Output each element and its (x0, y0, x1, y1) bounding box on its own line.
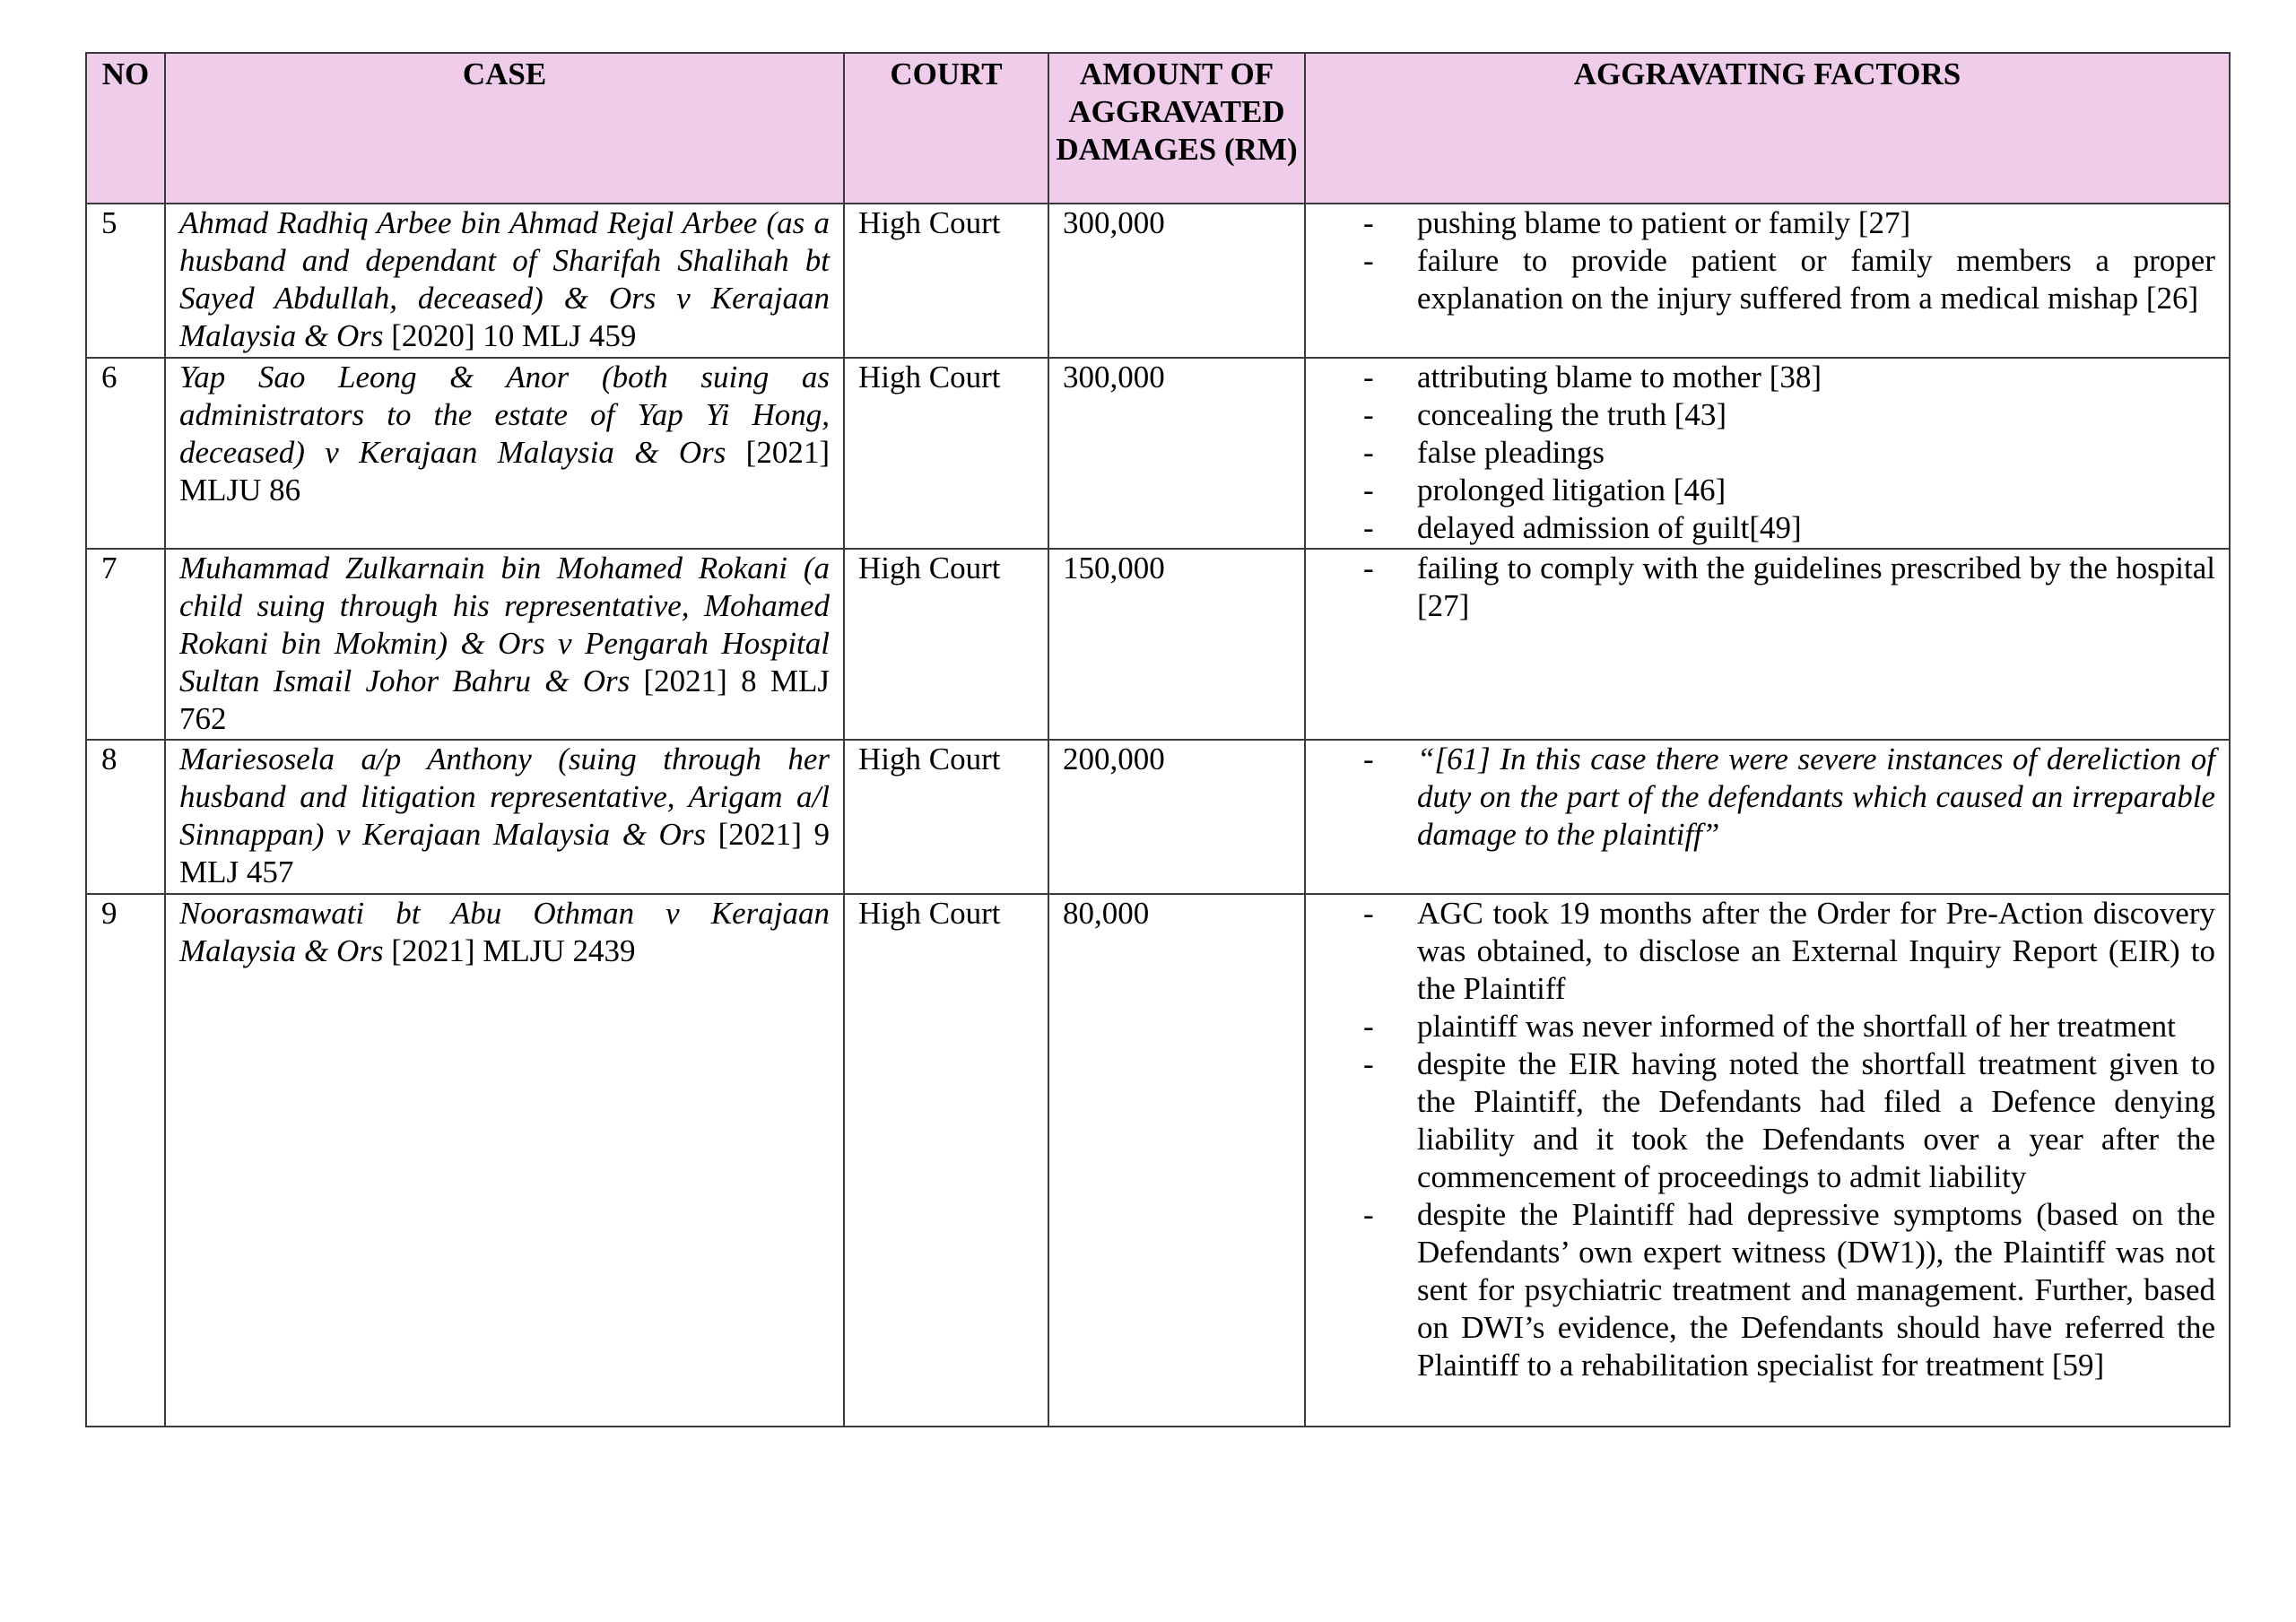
case-citation: [2021] 9 MLJ 457 (179, 817, 830, 889)
case-number: 6 (86, 358, 165, 549)
amount-cell: 200,000 (1048, 740, 1305, 894)
table-header (86, 53, 2230, 204)
factors-cell (1305, 894, 2230, 1427)
factor-item: - failing to comply with the guidelines prescribed by the hospital [27] (1417, 550, 2215, 625)
court-cell: High Court (844, 549, 1048, 740)
factors-cell (1305, 549, 2230, 740)
factors-list (1319, 550, 2215, 625)
header-row (86, 53, 2230, 204)
case-number: 5 (86, 204, 165, 358)
factors-cell (1305, 358, 2230, 549)
factors-list (1319, 204, 2215, 317)
case-cell (165, 204, 844, 358)
case-citation: [2021] MLJU 2439 (383, 933, 636, 968)
factor-quote: - “[61] In this case there were severe instances of dereliction of duty on the part of the defendants which caused an irreparable damage to the plaintiff” (1417, 741, 2215, 854)
factor-item: - attributing blame to mother [38] (1417, 359, 2215, 396)
case-cell (165, 358, 844, 549)
table-row (86, 740, 2230, 894)
header-case: CASE (165, 53, 844, 204)
court-cell: High Court (844, 204, 1048, 358)
case-number: 9 (86, 894, 165, 1427)
factors-list (1319, 895, 2215, 1384)
header-factors: AGGRAVATING FACTORS (1305, 53, 2230, 204)
header-amount: AMOUNT OF AGGRAVATED DAMAGES (RM) (1048, 53, 1305, 204)
table-row (86, 204, 2230, 358)
table-body (86, 204, 2230, 1427)
case-title: Noorasmawati bt Abu Othman v Kerajaan Malaysia & Ors (179, 896, 830, 968)
case-title: Muhammad Zulkarnain bin Mohamed Rokani (a child suing through his representative, Mohamed Rokani bin Mokmin) & Ors v Pengarah Hospital Sultan Ismail Johor Bahru & Ors (179, 551, 830, 698)
table-row (86, 894, 2230, 1427)
factors-list (1319, 359, 2215, 547)
factor-item: - despite the EIR having noted the shortfall treatment given to the Plaintiff, the Defendants had filed a Defence denying liability and it took the Defendants over a year after the commencement of proceedings to admit liability (1417, 1045, 2215, 1196)
case-title: Ahmad Radhiq Arbee bin Ahmad Rejal Arbee (as a husband and dependant of Sharifah Shalihah bt Sayed Abdullah, deceased) & Ors v Kerajaan Malaysia & Ors (179, 205, 830, 353)
case-cell (165, 549, 844, 740)
header-no: NO (86, 53, 165, 204)
case-cell (165, 740, 844, 894)
court-cell: High Court (844, 358, 1048, 549)
case-citation: [2021] MLJU 86 (179, 435, 830, 507)
factor-item: - prolonged litigation [46] (1417, 472, 2215, 509)
factors-list (1319, 741, 2215, 854)
case-citation: [2021] 8 MLJ 762 (179, 664, 830, 736)
case-citation: [2020] 10 MLJ 459 (383, 318, 637, 353)
factor-item: - concealing the truth [43] (1417, 396, 2215, 434)
table-row (86, 358, 2230, 549)
court-cell: High Court (844, 894, 1048, 1427)
factor-item: - plaintiff was never informed of the shortfall of her treatment (1417, 1008, 2215, 1045)
factor-item: - AGC took 19 months after the Order for Pre-Action discovery was obtained, to disclose an External Inquiry Report (EIR) to the Plaintiff (1417, 895, 2215, 1008)
factor-item: - false pleadings (1417, 434, 2215, 472)
factor-item: - failure to provide patient or family members a proper explanation on the injury suffered from a medical mishap [26] (1417, 242, 2215, 317)
aggravated-damages-table (85, 52, 2231, 1427)
table-row (86, 549, 2230, 740)
case-number: 8 (86, 740, 165, 894)
amount-cell: 300,000 (1048, 204, 1305, 358)
factors-cell (1305, 740, 2230, 894)
header-court: COURT (844, 53, 1048, 204)
case-title: Yap Sao Leong & Anor (both suing as administrators to the estate of Yap Yi Hong, deceased) v Kerajaan Malaysia & Ors (179, 360, 830, 470)
case-cell (165, 894, 844, 1427)
court-cell: High Court (844, 740, 1048, 894)
amount-cell: 300,000 (1048, 358, 1305, 549)
case-number: 7 (86, 549, 165, 740)
factor-item: - despite the Plaintiff had depressive symptoms (based on the Defendants’ own expert witness (DW1)), the Plaintiff was not sent for psychiatric treatment and management. Further, based on DWI’s evidence, the Defendants should have referred the Plaintiff to a rehabilitation specialist for treatment [59] (1417, 1196, 2215, 1384)
factors-cell (1305, 204, 2230, 358)
factor-item: - pushing blame to patient or family [27] (1417, 204, 2215, 242)
amount-cell: 80,000 (1048, 894, 1305, 1427)
factor-item: - delayed admission of guilt[49] (1417, 509, 2215, 547)
amount-cell: 150,000 (1048, 549, 1305, 740)
case-title: Mariesosela a/p Anthony (suing through her husband and litigation representative, Arigam a/l Sinnappan) v Kerajaan Malaysia & Ors (179, 742, 830, 852)
